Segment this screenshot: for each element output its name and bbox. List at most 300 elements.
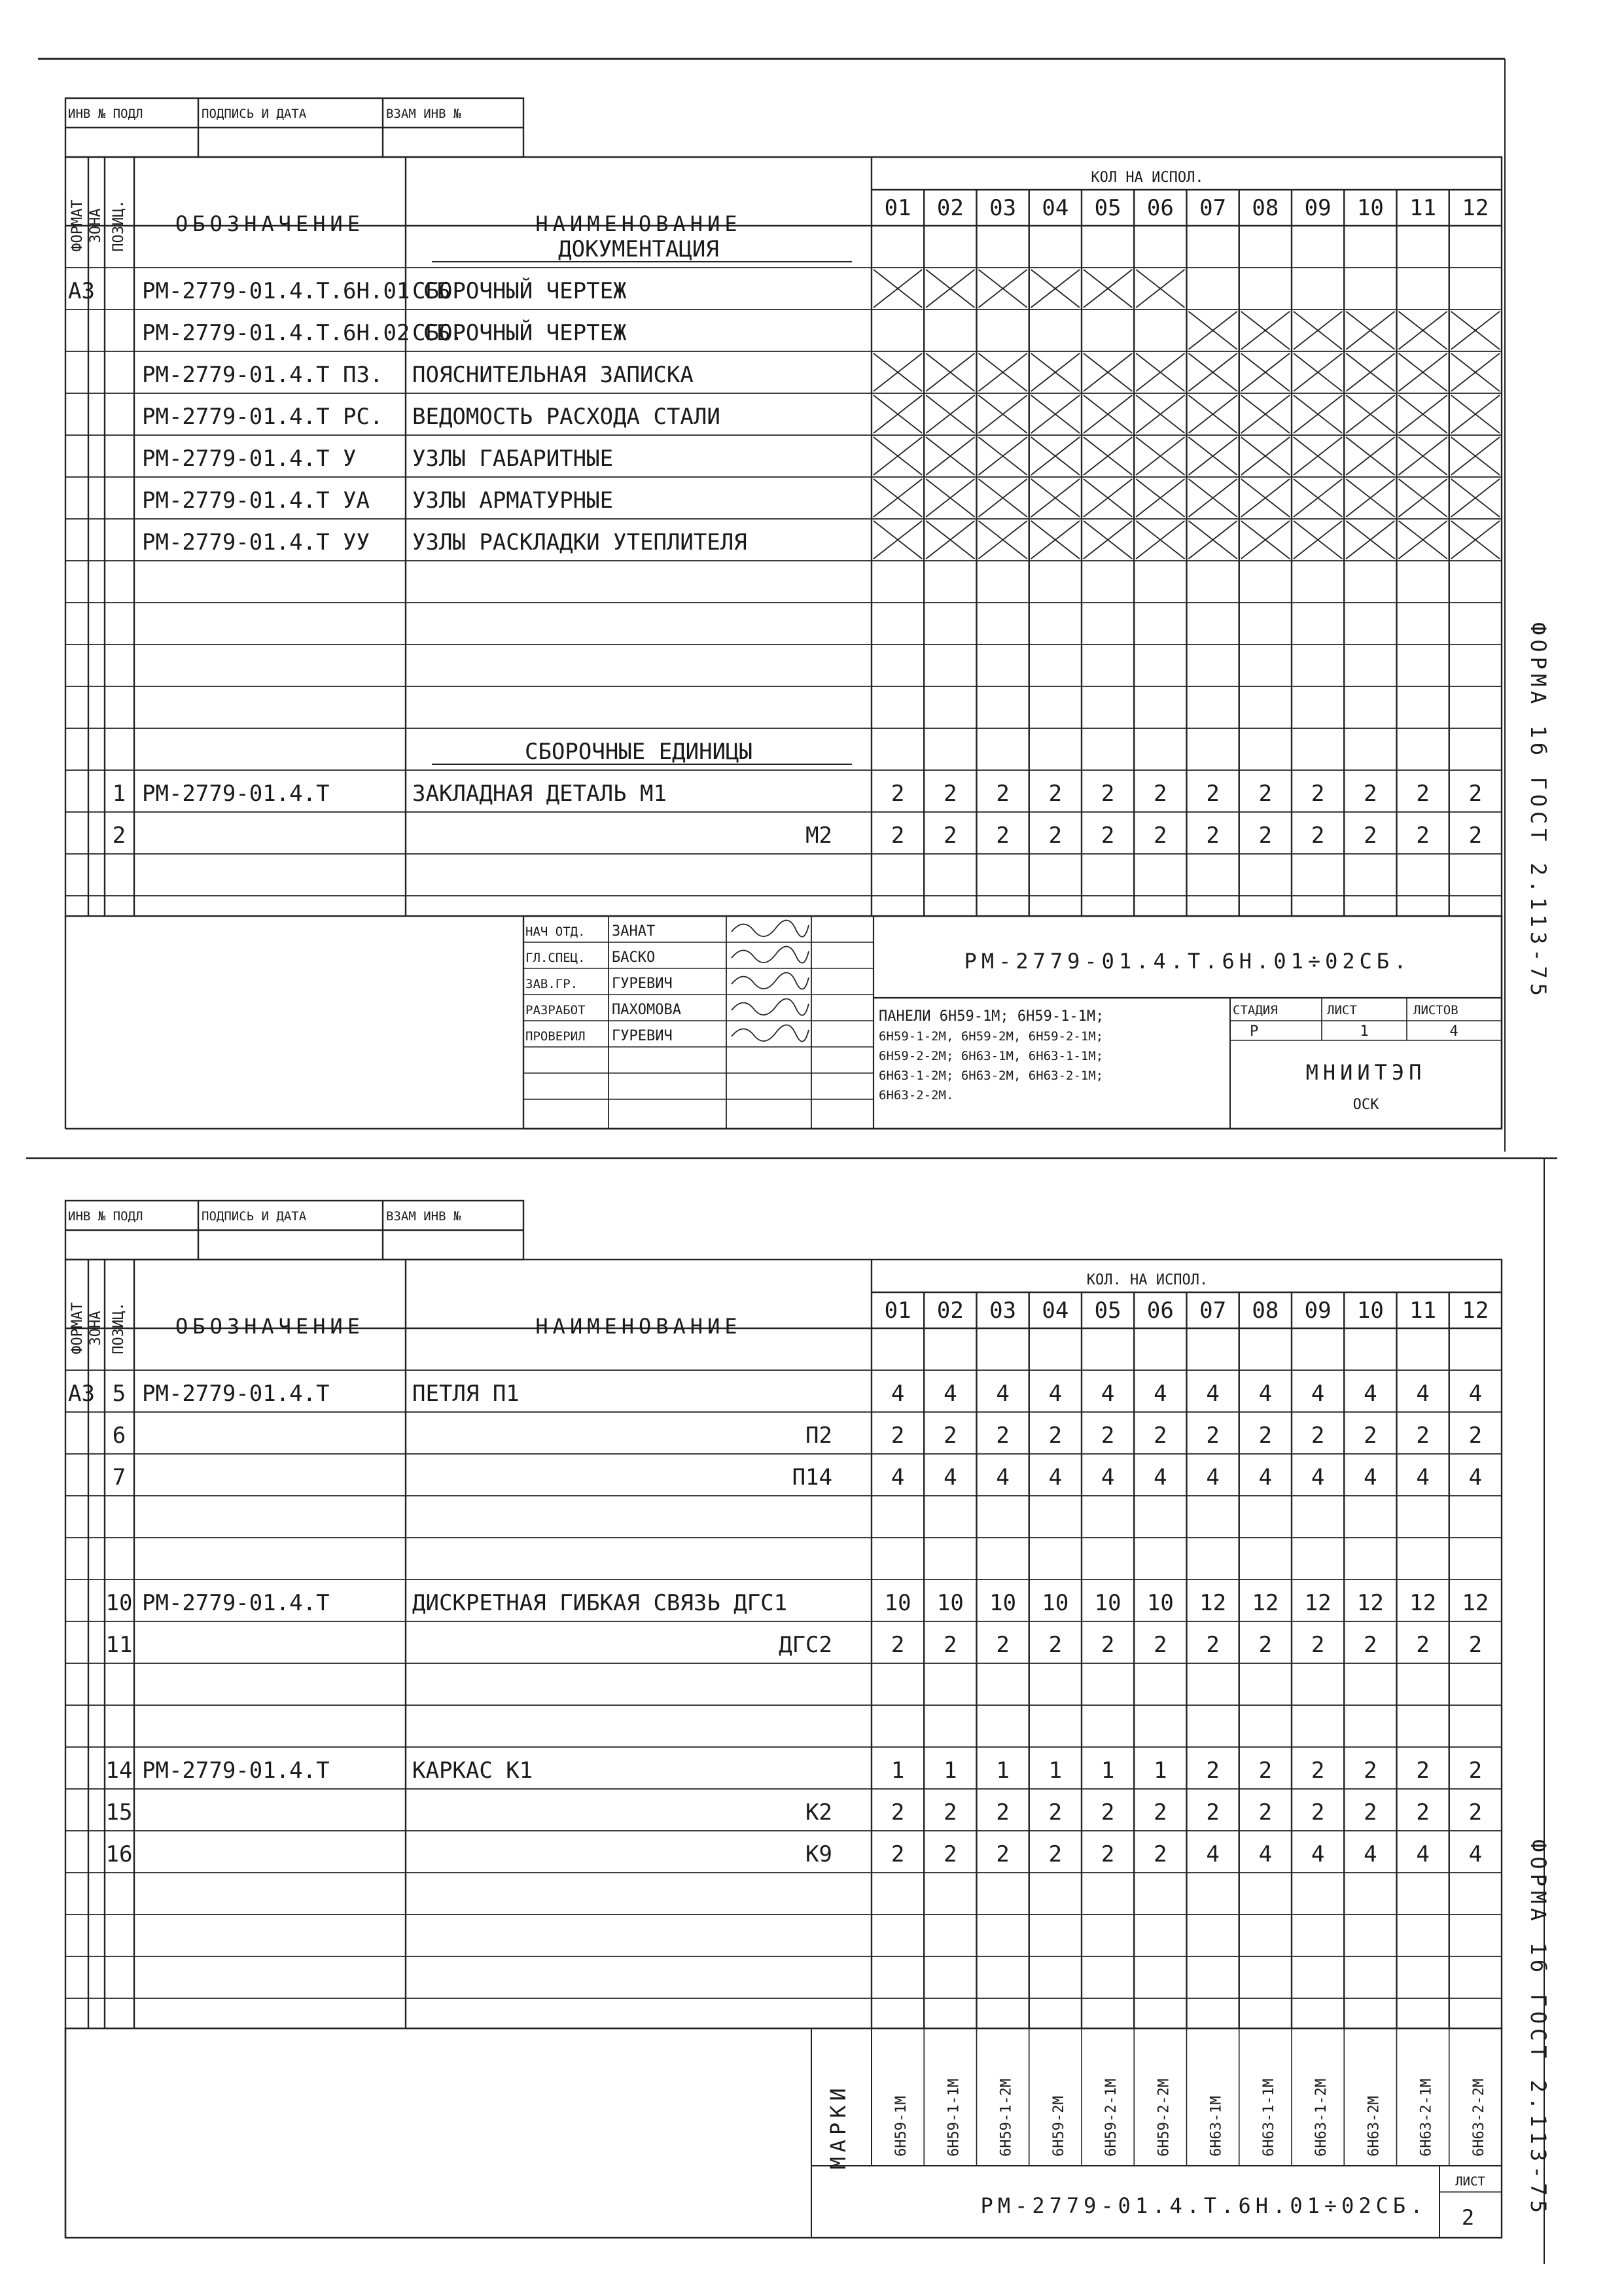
designation-header: ОБОЗНАЧЕНИЕ xyxy=(175,211,364,236)
qty-cell: 2 xyxy=(1416,822,1430,849)
qty-cell: 2 xyxy=(996,1632,1010,1658)
qty-cell: 2 xyxy=(1206,1632,1220,1658)
mark-label: 6Н59-1-1М xyxy=(945,2078,962,2157)
qty-cell: 2 xyxy=(1364,1632,1377,1658)
qty-cell: 2 xyxy=(1416,1757,1430,1784)
qty-cell: 4 xyxy=(1101,1464,1115,1491)
qty-cell: 2 xyxy=(1468,781,1483,807)
mark-label: 6Н59-1-2М xyxy=(998,2078,1015,2157)
qty-cell: 4 xyxy=(944,1381,957,1407)
form-label: ФОРМА 1б ГОСТ 2.113-75 xyxy=(1526,622,1551,1000)
qty-cell: 2 xyxy=(1468,1632,1483,1658)
variant-header: 11 xyxy=(1409,195,1437,221)
document-title: 6Н63-2-2М. xyxy=(879,1088,954,1103)
qty-cell: 2 xyxy=(944,822,957,849)
qty-cell: 2 xyxy=(996,781,1010,807)
applicability-cross xyxy=(979,353,1027,391)
person-name: ЗАНАТ xyxy=(612,923,656,940)
applicability-cross xyxy=(1136,270,1184,308)
name-cell: УЗЛЫ ГАБАРИТНЫЕ xyxy=(412,446,614,472)
designation-cell: РМ-2779-01.4.Т.6Н.01 СБ xyxy=(142,278,450,304)
name-cell: М2 xyxy=(805,822,832,849)
applicability-cross xyxy=(926,437,974,475)
variant-header: 07 xyxy=(1199,1298,1227,1324)
applicability-cross xyxy=(1084,437,1132,475)
qty-cell: 4 xyxy=(1416,1841,1430,1867)
position-cell: 2 xyxy=(112,822,126,849)
applicability-cross xyxy=(1346,311,1394,349)
name-cell: П14 xyxy=(792,1464,832,1491)
name-cell: К2 xyxy=(805,1799,832,1826)
qty-cell: 2 xyxy=(891,1799,905,1826)
applicability-cross xyxy=(979,521,1027,559)
name-cell: К9 xyxy=(805,1841,832,1867)
applicability-cross xyxy=(979,479,1027,517)
qty-cell: 4 xyxy=(1311,1381,1325,1407)
position-cell: 7 xyxy=(112,1464,126,1491)
mark-label: 6Н59-2-1М xyxy=(1103,2078,1120,2157)
section-heading: ДОКУМЕНТАЦИЯ xyxy=(558,236,719,262)
applicability-cross xyxy=(1084,353,1132,391)
applicability-cross xyxy=(1294,479,1342,517)
qty-cell: 2 xyxy=(1416,781,1430,807)
name-cell: ВЕДОМОСТЬ РАСХОДА СТАЛИ xyxy=(412,404,720,430)
applicability-cross xyxy=(979,395,1027,433)
variant-header: 12 xyxy=(1462,195,1489,221)
qty-cell: 2 xyxy=(1101,1799,1115,1826)
qty-cell: 2 xyxy=(1311,822,1325,849)
applicability-cross xyxy=(979,437,1027,475)
applicability-cross xyxy=(1399,479,1447,517)
qty-cell: 10 xyxy=(884,1590,911,1616)
applicability-cross xyxy=(1451,437,1500,475)
sheet-number: 2 xyxy=(1461,2205,1479,2230)
qty-cell: 4 xyxy=(1258,1841,1273,1867)
qty-cell: 2 xyxy=(1311,1757,1325,1784)
qty-cell: 4 xyxy=(1468,1464,1483,1491)
qty-cell: 4 xyxy=(1048,1464,1063,1491)
inv-podl-label: ИНВ № ПОДЛ xyxy=(68,1209,143,1224)
variant-header: 10 xyxy=(1356,195,1384,221)
qty-cell: 4 xyxy=(1206,1464,1220,1491)
applicability-cross xyxy=(1451,479,1500,517)
qty-cell: 2 xyxy=(1154,1799,1167,1826)
name-cell: СБОРОЧНЫЙ ЧЕРТЕЖ xyxy=(412,320,627,346)
qty-cell: 2 xyxy=(1048,1632,1063,1658)
qty-cell: 12 xyxy=(1409,1590,1437,1616)
person-name: ГУРЕВИЧ xyxy=(612,1028,673,1044)
section-heading: СБОРОЧНЫЕ ЕДИНИЦЫ xyxy=(525,739,752,765)
applicability-cross xyxy=(1346,521,1394,559)
qty-cell: 4 xyxy=(1206,1841,1220,1867)
marks-label: МАРКИ xyxy=(826,2083,851,2170)
stage-label: СТАДИЯ xyxy=(1233,1003,1278,1017)
qty-cell: 2 xyxy=(1048,1841,1063,1867)
qty-cell: 2 xyxy=(1154,1632,1167,1658)
applicability-cross xyxy=(1084,395,1132,433)
qty-cell: 4 xyxy=(1258,1381,1273,1407)
mark-label: 6Н63-1-1М xyxy=(1260,2078,1277,2157)
signature-date-label: ПОДПИСЬ И ДАТА xyxy=(202,107,307,121)
applicability-cross xyxy=(1346,353,1394,391)
signature xyxy=(732,946,809,963)
qty-cell: 4 xyxy=(1048,1381,1063,1407)
applicability-cross xyxy=(1189,395,1237,433)
applicability-cross xyxy=(1241,311,1290,349)
organization: МНИИТЭП xyxy=(1305,1060,1426,1085)
qty-cell: 4 xyxy=(1468,1841,1483,1867)
qty-cell: 2 xyxy=(891,781,905,807)
applicability-cross xyxy=(1399,521,1447,559)
name-cell: ПЕТЛЯ П1 xyxy=(412,1381,520,1407)
signature-date-label: ПОДПИСЬ И ДАТА xyxy=(202,1209,307,1224)
qty-cell: 4 xyxy=(1364,1464,1377,1491)
name-cell: СБОРОЧНЫЙ ЧЕРТЕЖ xyxy=(412,278,627,304)
qty-cell: 12 xyxy=(1304,1590,1332,1616)
document-title: 6Н59-2-2М; 6Н63-1М, 6Н63-1-1М; xyxy=(879,1049,1104,1063)
vzam-inv-label: ВЗАМ ИНВ № xyxy=(386,107,461,121)
qty-cell: 2 xyxy=(1101,1422,1115,1449)
designation-cell: РМ-2779-01.4.Т xyxy=(142,1757,330,1784)
name-cell: УЗЛЫ РАСКЛАДКИ УТЕПЛИТЕЛЯ xyxy=(412,529,747,556)
variant-header: 04 xyxy=(1042,1298,1069,1324)
signature xyxy=(732,1025,809,1041)
qty-cell: 2 xyxy=(1101,1632,1115,1658)
qty-cell: 2 xyxy=(891,822,905,849)
designation-cell: РМ-2779-01.4.Т xyxy=(142,1381,330,1407)
qty-cell: 2 xyxy=(1311,1422,1325,1449)
document-title: 6Н63-1-2М; 6Н63-2М, 6Н63-2-1М; xyxy=(879,1069,1104,1083)
applicability-cross xyxy=(1189,479,1237,517)
applicability-cross xyxy=(1451,311,1500,349)
qty-cell: 4 xyxy=(944,1464,957,1491)
qty-cell: 2 xyxy=(1258,1422,1273,1449)
variant-header: 09 xyxy=(1304,195,1332,221)
qty-cell: 10 xyxy=(936,1590,964,1616)
person-name: БАСКО xyxy=(612,949,656,966)
designation-cell: РМ-2779-01.4.Т УУ xyxy=(142,529,370,556)
qty-cell: 2 xyxy=(1206,1799,1220,1826)
applicability-cross xyxy=(1136,395,1184,433)
document-code: РМ-2779-01.4.Т.6Н.01÷02СБ. xyxy=(964,949,1411,974)
qty-cell: 4 xyxy=(1311,1841,1325,1867)
mark-label: 6Н63-1-2М xyxy=(1313,2078,1330,2157)
qty-cell: 2 xyxy=(1258,1632,1273,1658)
role-label: ГЛ.СПЕЦ. xyxy=(525,951,586,965)
applicability-cross xyxy=(1189,353,1237,391)
applicability-cross xyxy=(1084,521,1132,559)
applicability-cross xyxy=(1136,479,1184,517)
position-cell: 5 xyxy=(112,1381,126,1407)
qty-cell: 2 xyxy=(1468,1799,1483,1826)
document-title: ПАНЕЛИ 6Н59-1М; 6Н59-1-1М; xyxy=(879,1008,1104,1025)
position-cell: 11 xyxy=(105,1632,133,1658)
qty-cell: 2 xyxy=(1154,1841,1167,1867)
position-cell: 16 xyxy=(105,1841,133,1867)
position-cell: 14 xyxy=(105,1757,133,1784)
inv-podl-label: ИНВ № ПОДЛ xyxy=(68,107,143,121)
applicability-cross xyxy=(926,395,974,433)
qty-cell: 2 xyxy=(996,1841,1010,1867)
role-label: ПРОВЕРИЛ xyxy=(525,1029,586,1044)
variant-header: 09 xyxy=(1304,1298,1332,1324)
qty-cell: 2 xyxy=(1048,822,1063,849)
designation-cell: РМ-2779-01.4.Т xyxy=(142,1590,330,1616)
qty-cell: 1 xyxy=(1048,1757,1063,1784)
applicability-cross xyxy=(1399,437,1447,475)
person-name: ГУРЕВИЧ xyxy=(612,976,673,992)
applicability-cross xyxy=(979,270,1027,308)
applicability-cross xyxy=(1294,521,1342,559)
qty-cell: 2 xyxy=(1364,1799,1377,1826)
qty-cell: 4 xyxy=(891,1381,905,1407)
signature xyxy=(732,920,809,936)
document-code: РМ-2779-01.4.Т.6Н.01÷02СБ. xyxy=(980,2193,1428,2218)
person-name: ПАХОМОВА xyxy=(612,1002,681,1018)
qty-cell: 2 xyxy=(944,781,957,807)
applicability-cross xyxy=(1346,479,1394,517)
qty-cell: 4 xyxy=(1101,1381,1115,1407)
position-header: ПОЗИЦ. xyxy=(111,200,127,252)
qty-cell: 12 xyxy=(1356,1590,1384,1616)
applicability-cross xyxy=(1399,395,1447,433)
name-cell: ДИСКРЕТНАЯ ГИБКАЯ СВЯЗЬ ДГС1 xyxy=(412,1590,788,1616)
qty-cell: 4 xyxy=(1416,1381,1430,1407)
sheet-value: 1 xyxy=(1360,1023,1369,1040)
qty-cell: 2 xyxy=(1364,822,1377,849)
applicability-cross xyxy=(1346,437,1394,475)
applicability-cross xyxy=(1031,353,1080,391)
qty-cell: 2 xyxy=(1101,822,1115,849)
name-cell: ПОЯСНИТЕЛЬНАЯ ЗАПИСКА xyxy=(412,362,694,388)
qty-cell: 10 xyxy=(1042,1590,1069,1616)
format-cell: А3 xyxy=(68,278,95,304)
qty-cell: 12 xyxy=(1252,1590,1279,1616)
applicability-cross xyxy=(874,270,922,308)
applicability-cross xyxy=(926,270,974,308)
applicability-cross xyxy=(1399,311,1447,349)
variant-header: 05 xyxy=(1094,1298,1121,1324)
applicability-cross xyxy=(1451,395,1500,433)
mark-label: 6Н63-2-1М xyxy=(1418,2078,1435,2157)
qty-cell: 2 xyxy=(1364,781,1377,807)
role-label: РАЗРАБОТ xyxy=(525,1003,586,1017)
qty-cell: 4 xyxy=(996,1464,1010,1491)
applicability-cross xyxy=(1399,353,1447,391)
variant-header: 07 xyxy=(1199,195,1227,221)
qty-cell: 2 xyxy=(1206,1422,1220,1449)
variant-header: 04 xyxy=(1042,195,1069,221)
qty-header: КОЛ. НА ИСПОЛ. xyxy=(1086,1272,1209,1288)
applicability-cross xyxy=(874,395,922,433)
qty-cell: 2 xyxy=(1206,1757,1220,1784)
variant-header: 06 xyxy=(1146,195,1174,221)
qty-cell: 2 xyxy=(1258,822,1273,849)
applicability-cross xyxy=(1136,521,1184,559)
qty-cell: 4 xyxy=(1416,1464,1430,1491)
mark-label: 6Н59-2М xyxy=(1050,2096,1067,2157)
applicability-cross xyxy=(874,479,922,517)
qty-cell: 2 xyxy=(1311,1632,1325,1658)
qty-cell: 1 xyxy=(1154,1757,1167,1784)
qty-cell: 2 xyxy=(1154,1422,1167,1449)
applicability-cross xyxy=(1294,437,1342,475)
qty-cell: 4 xyxy=(1154,1381,1167,1407)
name-cell: КАРКАС К1 xyxy=(412,1757,533,1784)
applicability-cross xyxy=(1451,521,1500,559)
format-header: ФОРМАТ xyxy=(69,1302,86,1354)
qty-cell: 2 xyxy=(1416,1799,1430,1826)
designation-cell: РМ-2779-01.4.Т РС. xyxy=(142,404,383,430)
designation-cell: РМ-2779-01.4.Т УА xyxy=(142,487,370,514)
variant-header: 01 xyxy=(884,195,911,221)
variant-header: 03 xyxy=(989,1298,1017,1324)
name-cell: УЗЛЫ АРМАТУРНЫЕ xyxy=(412,487,614,514)
applicability-cross xyxy=(1346,395,1394,433)
applicability-cross xyxy=(1241,395,1290,433)
format-header: ФОРМАТ xyxy=(69,200,86,252)
document-title: 6Н59-1-2М, 6Н59-2М, 6Н59-2-1М; xyxy=(879,1029,1104,1044)
applicability-cross xyxy=(1031,479,1080,517)
qty-cell: 2 xyxy=(1206,822,1220,849)
qty-cell: 12 xyxy=(1462,1590,1489,1616)
qty-cell: 4 xyxy=(1468,1381,1483,1407)
mark-label: 6Н59-1М xyxy=(893,2096,910,2157)
name-cell: ДГС2 xyxy=(779,1632,832,1658)
applicability-cross xyxy=(1241,521,1290,559)
variant-header: 08 xyxy=(1252,195,1279,221)
applicability-cross xyxy=(1294,311,1342,349)
designation-cell: РМ-2779-01.4.Т ПЗ. xyxy=(142,362,383,388)
name-header: НАИМЕНОВАНИЕ xyxy=(535,211,742,236)
variant-header: 06 xyxy=(1146,1298,1174,1324)
zone-header: ЗОНА xyxy=(88,208,104,243)
qty-cell: 2 xyxy=(1154,781,1167,807)
sheets-label: ЛИСТОВ xyxy=(1413,1003,1458,1017)
applicability-cross xyxy=(1031,270,1080,308)
qty-cell: 2 xyxy=(944,1422,957,1449)
variant-header: 11 xyxy=(1409,1298,1437,1324)
qty-cell: 2 xyxy=(1311,781,1325,807)
applicability-cross xyxy=(926,353,974,391)
qty-cell: 2 xyxy=(1154,822,1167,849)
zone-header: ЗОНА xyxy=(88,1311,104,1346)
mark-label: 6Н63-2-2М xyxy=(1470,2078,1487,2157)
name-cell: П2 xyxy=(805,1422,832,1449)
variant-header: 02 xyxy=(936,195,964,221)
qty-cell: 1 xyxy=(944,1757,957,1784)
applicability-cross xyxy=(1189,437,1237,475)
qty-cell: 2 xyxy=(1206,781,1220,807)
variant-header: 08 xyxy=(1252,1298,1279,1324)
variant-header: 03 xyxy=(989,195,1017,221)
qty-cell: 12 xyxy=(1199,1590,1227,1616)
designation-cell: РМ-2779-01.4.Т У xyxy=(142,446,357,472)
qty-cell: 1 xyxy=(996,1757,1010,1784)
applicability-cross xyxy=(926,479,974,517)
role-label: ЗАВ.ГР. xyxy=(525,977,578,991)
applicability-cross xyxy=(1084,479,1132,517)
name-header: НАИМЕНОВАНИЕ xyxy=(535,1314,742,1339)
qty-cell: 2 xyxy=(1048,1422,1063,1449)
applicability-cross xyxy=(1031,437,1080,475)
applicability-cross xyxy=(1189,311,1237,349)
variant-header: 12 xyxy=(1462,1298,1489,1324)
applicability-cross xyxy=(1241,353,1290,391)
qty-cell: 4 xyxy=(1364,1381,1377,1407)
qty-cell: 4 xyxy=(1154,1464,1167,1491)
sheet-label: ЛИСТ xyxy=(1455,2174,1485,2189)
applicability-cross xyxy=(1451,353,1500,391)
applicability-cross xyxy=(874,437,922,475)
qty-cell: 4 xyxy=(1311,1464,1325,1491)
qty-cell: 4 xyxy=(1258,1464,1273,1491)
qty-cell: 2 xyxy=(1258,1799,1273,1826)
qty-cell: 2 xyxy=(944,1799,957,1826)
qty-cell: 2 xyxy=(1364,1757,1377,1784)
applicability-cross xyxy=(1136,437,1184,475)
position-cell: 1 xyxy=(112,781,126,807)
designation-header: ОБОЗНАЧЕНИЕ xyxy=(175,1314,364,1339)
qty-cell: 2 xyxy=(891,1841,905,1867)
role-label: НАЧ ОТД. xyxy=(525,925,586,939)
position-cell: 15 xyxy=(105,1799,133,1826)
qty-cell: 4 xyxy=(1206,1381,1220,1407)
sheet-label: ЛИСТ xyxy=(1327,1003,1357,1017)
sheets-value: 4 xyxy=(1449,1023,1458,1040)
qty-cell: 10 xyxy=(1146,1590,1174,1616)
qty-cell: 2 xyxy=(996,822,1010,849)
qty-cell: 10 xyxy=(989,1590,1017,1616)
qty-cell: 2 xyxy=(1258,1757,1273,1784)
qty-cell: 2 xyxy=(996,1799,1010,1826)
qty-cell: 2 xyxy=(1101,781,1115,807)
mark-label: 6Н63-1М xyxy=(1208,2096,1225,2157)
position-header: ПОЗИЦ. xyxy=(111,1302,127,1354)
qty-header: КОЛ НА ИСПОЛ. xyxy=(1091,169,1204,186)
department: ОСК xyxy=(1352,1097,1379,1113)
qty-cell: 2 xyxy=(1101,1841,1115,1867)
applicability-cross xyxy=(1189,521,1237,559)
qty-cell: 2 xyxy=(1311,1799,1325,1826)
qty-cell: 2 xyxy=(1364,1422,1377,1449)
qty-cell: 2 xyxy=(1468,1757,1483,1784)
applicability-cross xyxy=(1031,395,1080,433)
mark-label: 6Н59-2-2М xyxy=(1156,2078,1173,2157)
qty-cell: 2 xyxy=(891,1422,905,1449)
qty-cell: 2 xyxy=(944,1632,957,1658)
designation-cell: РМ-2779-01.4.Т.6Н.02 СБ. xyxy=(142,320,464,346)
designation-cell: РМ-2779-01.4.Т xyxy=(142,781,330,807)
qty-cell: 4 xyxy=(1364,1841,1377,1867)
variant-header: 02 xyxy=(936,1298,964,1324)
applicability-cross xyxy=(874,353,922,391)
qty-cell: 2 xyxy=(1468,1422,1483,1449)
format-cell: А3 xyxy=(68,1381,95,1407)
applicability-cross xyxy=(1294,395,1342,433)
position-cell: 10 xyxy=(105,1590,133,1616)
qty-cell: 2 xyxy=(891,1632,905,1658)
qty-cell: 2 xyxy=(1416,1422,1430,1449)
applicability-cross xyxy=(874,521,922,559)
applicability-cross xyxy=(1241,479,1290,517)
qty-cell: 2 xyxy=(1416,1632,1430,1658)
qty-cell: 10 xyxy=(1094,1590,1121,1616)
name-cell: ЗАКЛАДНАЯ ДЕТАЛЬ М1 xyxy=(412,781,667,807)
qty-cell: 2 xyxy=(1048,1799,1063,1826)
form-label: ФОРМА 1б ГОСТ 2.113-75 xyxy=(1526,1839,1551,2217)
applicability-cross xyxy=(1294,353,1342,391)
